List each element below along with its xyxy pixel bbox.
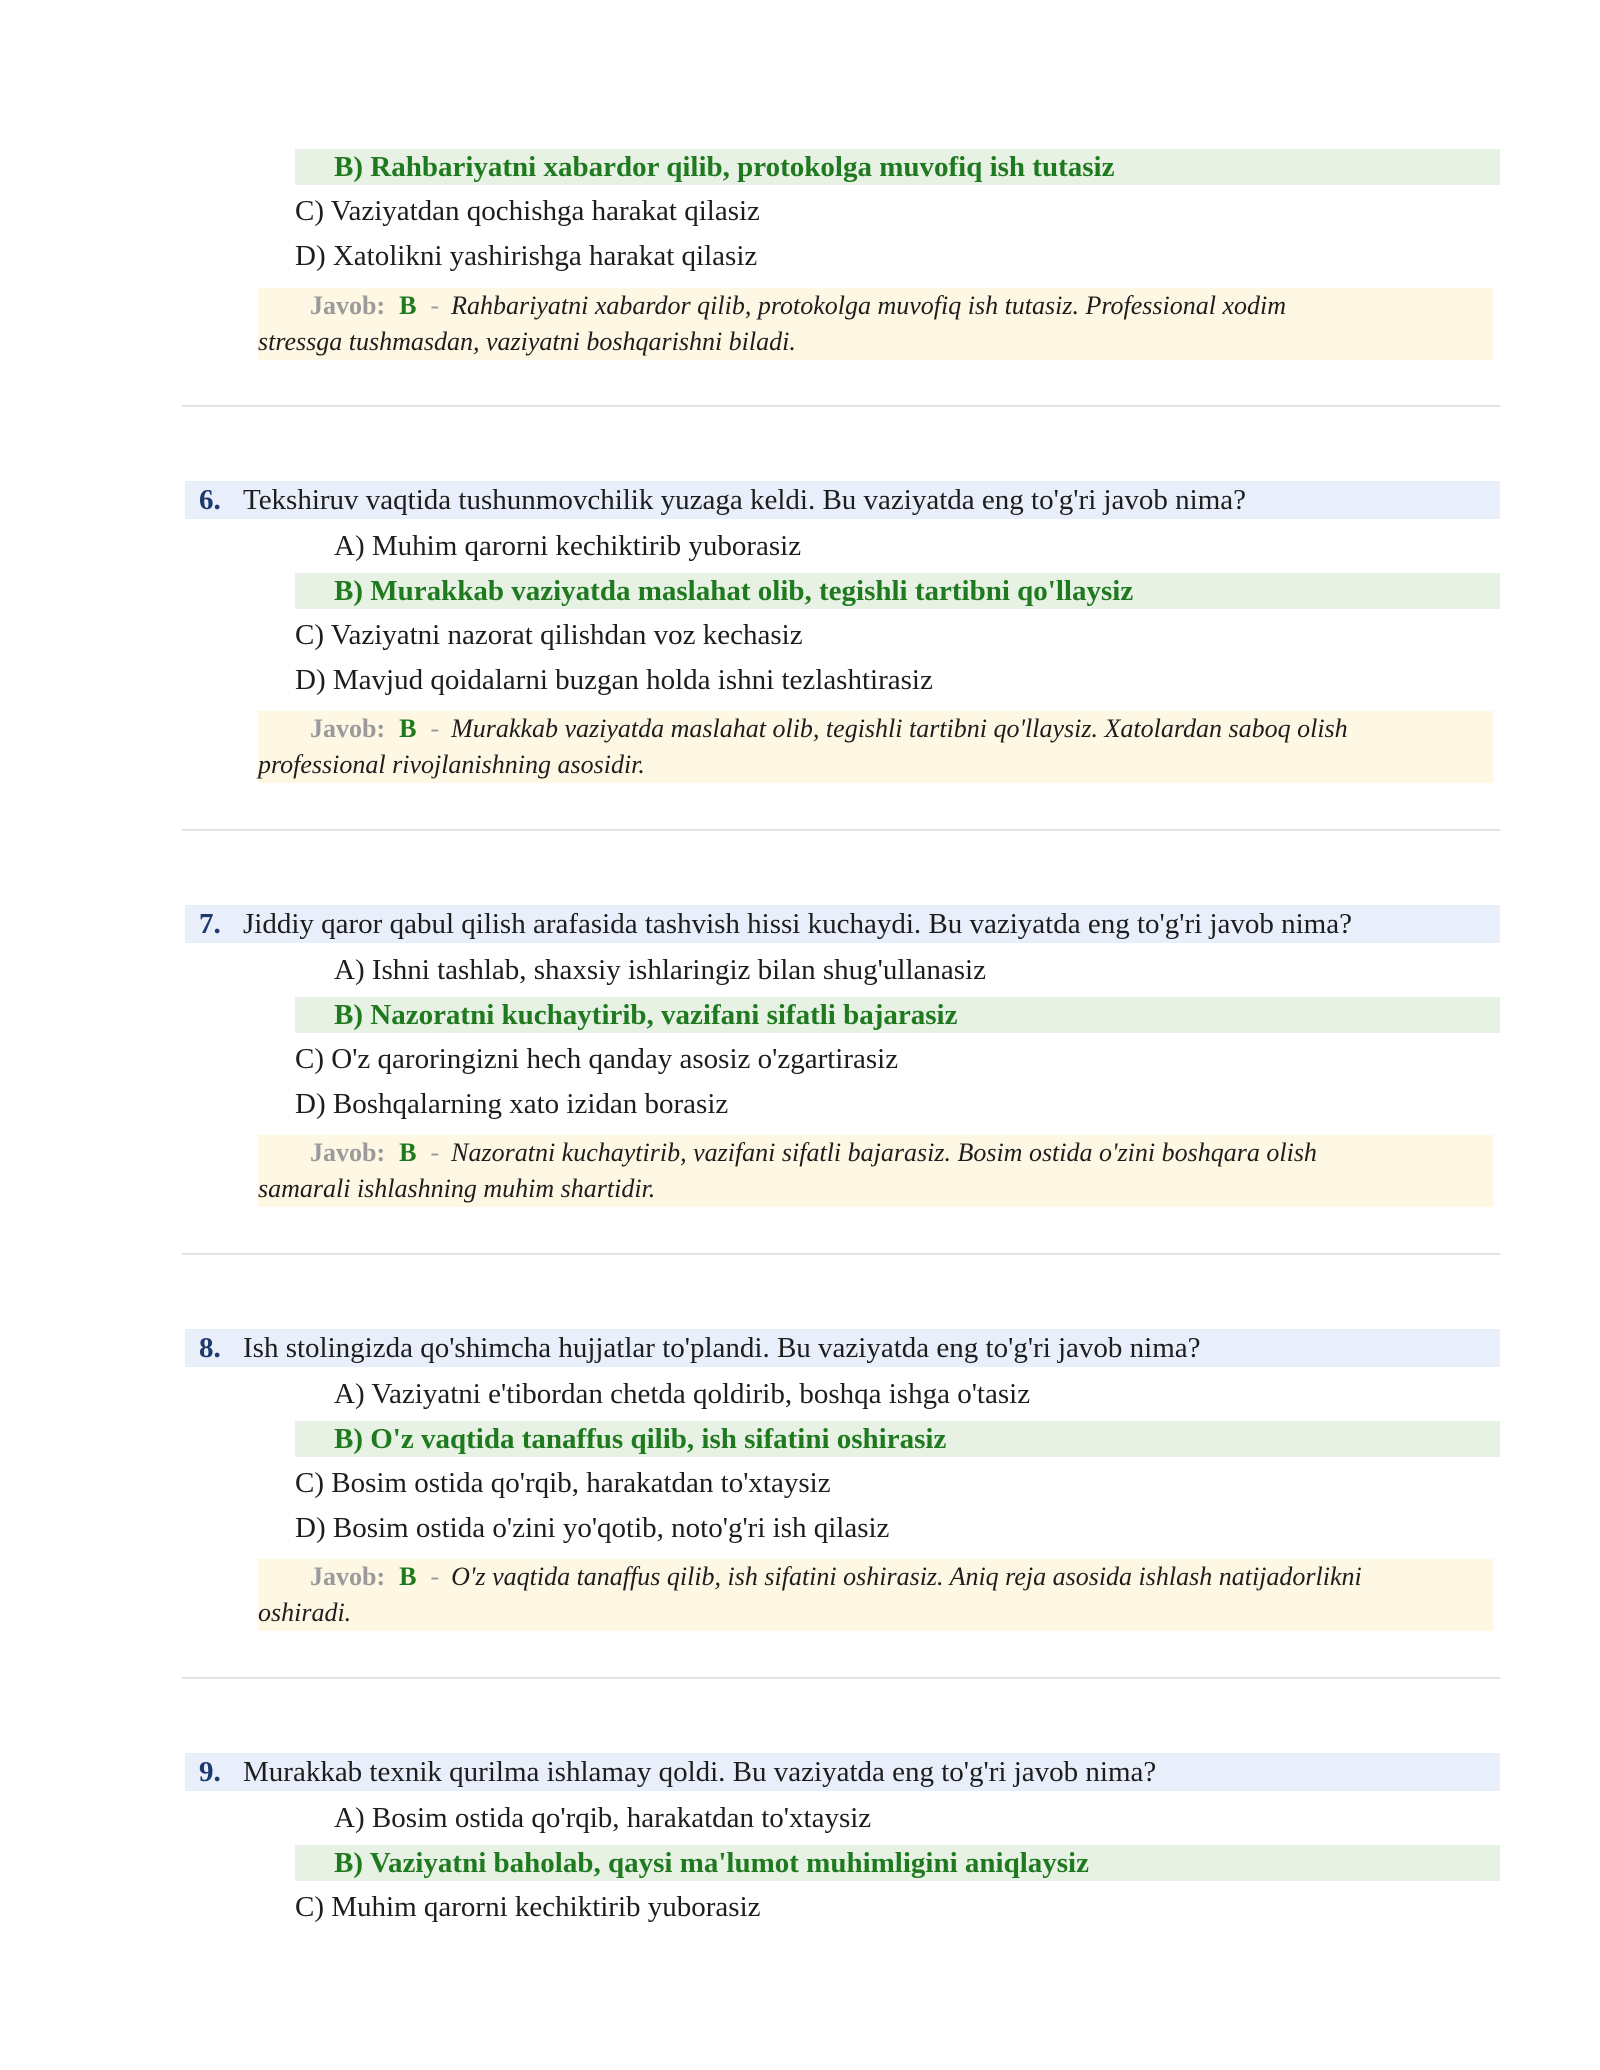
answer-explanation-cont: oshiradi.	[258, 1598, 352, 1627]
answer-dash: -	[430, 1562, 440, 1591]
option-b-correct: B) Rahbariyatni xabardor qilib, protokolga muvofiq ish tutasiz	[295, 149, 1500, 185]
question-text: Murakkab texnik qurilma ishlamay qoldi. Bu vaziyatda eng to'g'ri javob nima?	[243, 1756, 1157, 1788]
question-number: 7.	[199, 908, 221, 940]
question-header	[185, 1753, 1500, 1791]
question-header	[185, 905, 1500, 943]
divider	[182, 405, 1500, 407]
answer-box	[258, 1559, 1493, 1631]
answer-label: Javob:	[310, 291, 386, 320]
option-a: A) Ishni tashlab, shaxsiy ishlaringiz bilan shug'ullanasiz	[334, 954, 986, 986]
option-a: A) Vaziyatni e'tibordan chetda qoldirib, boshqa ishga o'tasiz	[334, 1378, 1031, 1410]
option-c: C) Vaziyatni nazorat qilishdan voz kechasiz	[295, 619, 803, 651]
answer-explanation: O'z vaqtida tanaffus qilib, ish sifatini oshirasiz. Aniq reja asosida ishlash natijadorlikni	[451, 1562, 1362, 1591]
option-b-correct: B) Nazoratni kuchaytirib, vazifani sifatli bajarasiz	[295, 997, 1500, 1033]
option-c: C) Muhim qarorni kechiktirib yuborasiz	[295, 1891, 761, 1923]
answer-key: B	[399, 291, 417, 320]
question-header	[185, 1329, 1500, 1367]
question-text: Jiddiy qaror qabul qilish arafasida tashvish hissi kuchaydi. Bu vaziyatda eng to'g'ri javob nima?	[243, 908, 1352, 940]
question-text: Tekshiruv vaqtida tushunmovchilik yuzaga keldi. Bu vaziyatda eng to'g'ri javob nima?	[243, 484, 1247, 516]
option-c: C) Bosim ostida qo'rqib, harakatdan to'xtaysiz	[295, 1467, 831, 1499]
option-a: A) Muhim qarorni kechiktirib yuborasiz	[334, 530, 802, 562]
answer-explanation-cont: stressga tushmasdan, vaziyatni boshqarishni biladi.	[258, 327, 796, 356]
answer-key: B	[399, 714, 417, 743]
answer-explanation: Murakkab vaziyatda maslahat olib, tegishli tartibni qo'llaysiz. Xatolardan saboq olish	[451, 714, 1348, 743]
question-number: 8.	[199, 1332, 221, 1364]
answer-label: Javob:	[310, 1138, 386, 1167]
answer-explanation-cont: professional rivojlanishning asosidir.	[258, 750, 645, 779]
option-b-correct: B) O'z vaqtida tanaffus qilib, ish sifatini oshirasiz	[295, 1421, 1500, 1457]
option-d: D) Mavjud qoidalarni buzgan holda ishni tezlashtirasiz	[295, 664, 933, 696]
answer-box	[258, 288, 1493, 360]
divider	[182, 829, 1500, 831]
answer-key: B	[399, 1562, 417, 1591]
answer-dash: -	[430, 714, 440, 743]
option-c: C) O'z qaroringizni hech qanday asosiz o'zgartirasiz	[295, 1043, 899, 1075]
question-number: 9.	[199, 1756, 221, 1788]
question-header	[185, 481, 1500, 519]
question-text: Ish stolingizda qo'shimcha hujjatlar to'plandi. Bu vaziyatda eng to'g'ri javob nima?	[243, 1332, 1201, 1364]
divider	[182, 1677, 1500, 1679]
option-c: C) Vaziyatdan qochishga harakat qilasiz	[295, 195, 760, 227]
answer-explanation: Rahbariyatni xabardor qilib, protokolga muvofiq ish tutasiz. Professional xodim	[451, 291, 1287, 320]
answer-explanation-cont: samarali ishlashning muhim shartidir.	[258, 1174, 656, 1203]
answer-label: Javob:	[310, 1562, 386, 1591]
answer-box	[258, 711, 1493, 783]
option-d: D) Xatolikni yashirishga harakat qilasiz	[295, 240, 758, 272]
divider	[182, 1253, 1500, 1255]
option-a: A) Bosim ostida qo'rqib, harakatdan to'xtaysiz	[334, 1802, 872, 1834]
answer-label: Javob:	[310, 714, 386, 743]
option-b-correct: B) Murakkab vaziyatda maslahat olib, tegishli tartibni qo'llaysiz	[295, 573, 1500, 609]
answer-key: B	[399, 1138, 417, 1167]
option-b-correct: B) Vaziyatni baholab, qaysi ma'lumot muhimligini aniqlaysiz	[295, 1845, 1500, 1881]
answer-dash: -	[430, 291, 440, 320]
option-d: D) Boshqalarning xato izidan borasiz	[295, 1088, 729, 1120]
answer-dash: -	[430, 1138, 440, 1167]
answer-explanation: Nazoratni kuchaytirib, vazifani sifatli bajarasiz. Bosim ostida o'zini boshqara olish	[451, 1138, 1317, 1167]
answer-box	[258, 1135, 1493, 1207]
question-number: 6.	[199, 484, 221, 516]
option-d: D) Bosim ostida o'zini yo'qotib, noto'g'ri ish qilasiz	[295, 1512, 890, 1544]
